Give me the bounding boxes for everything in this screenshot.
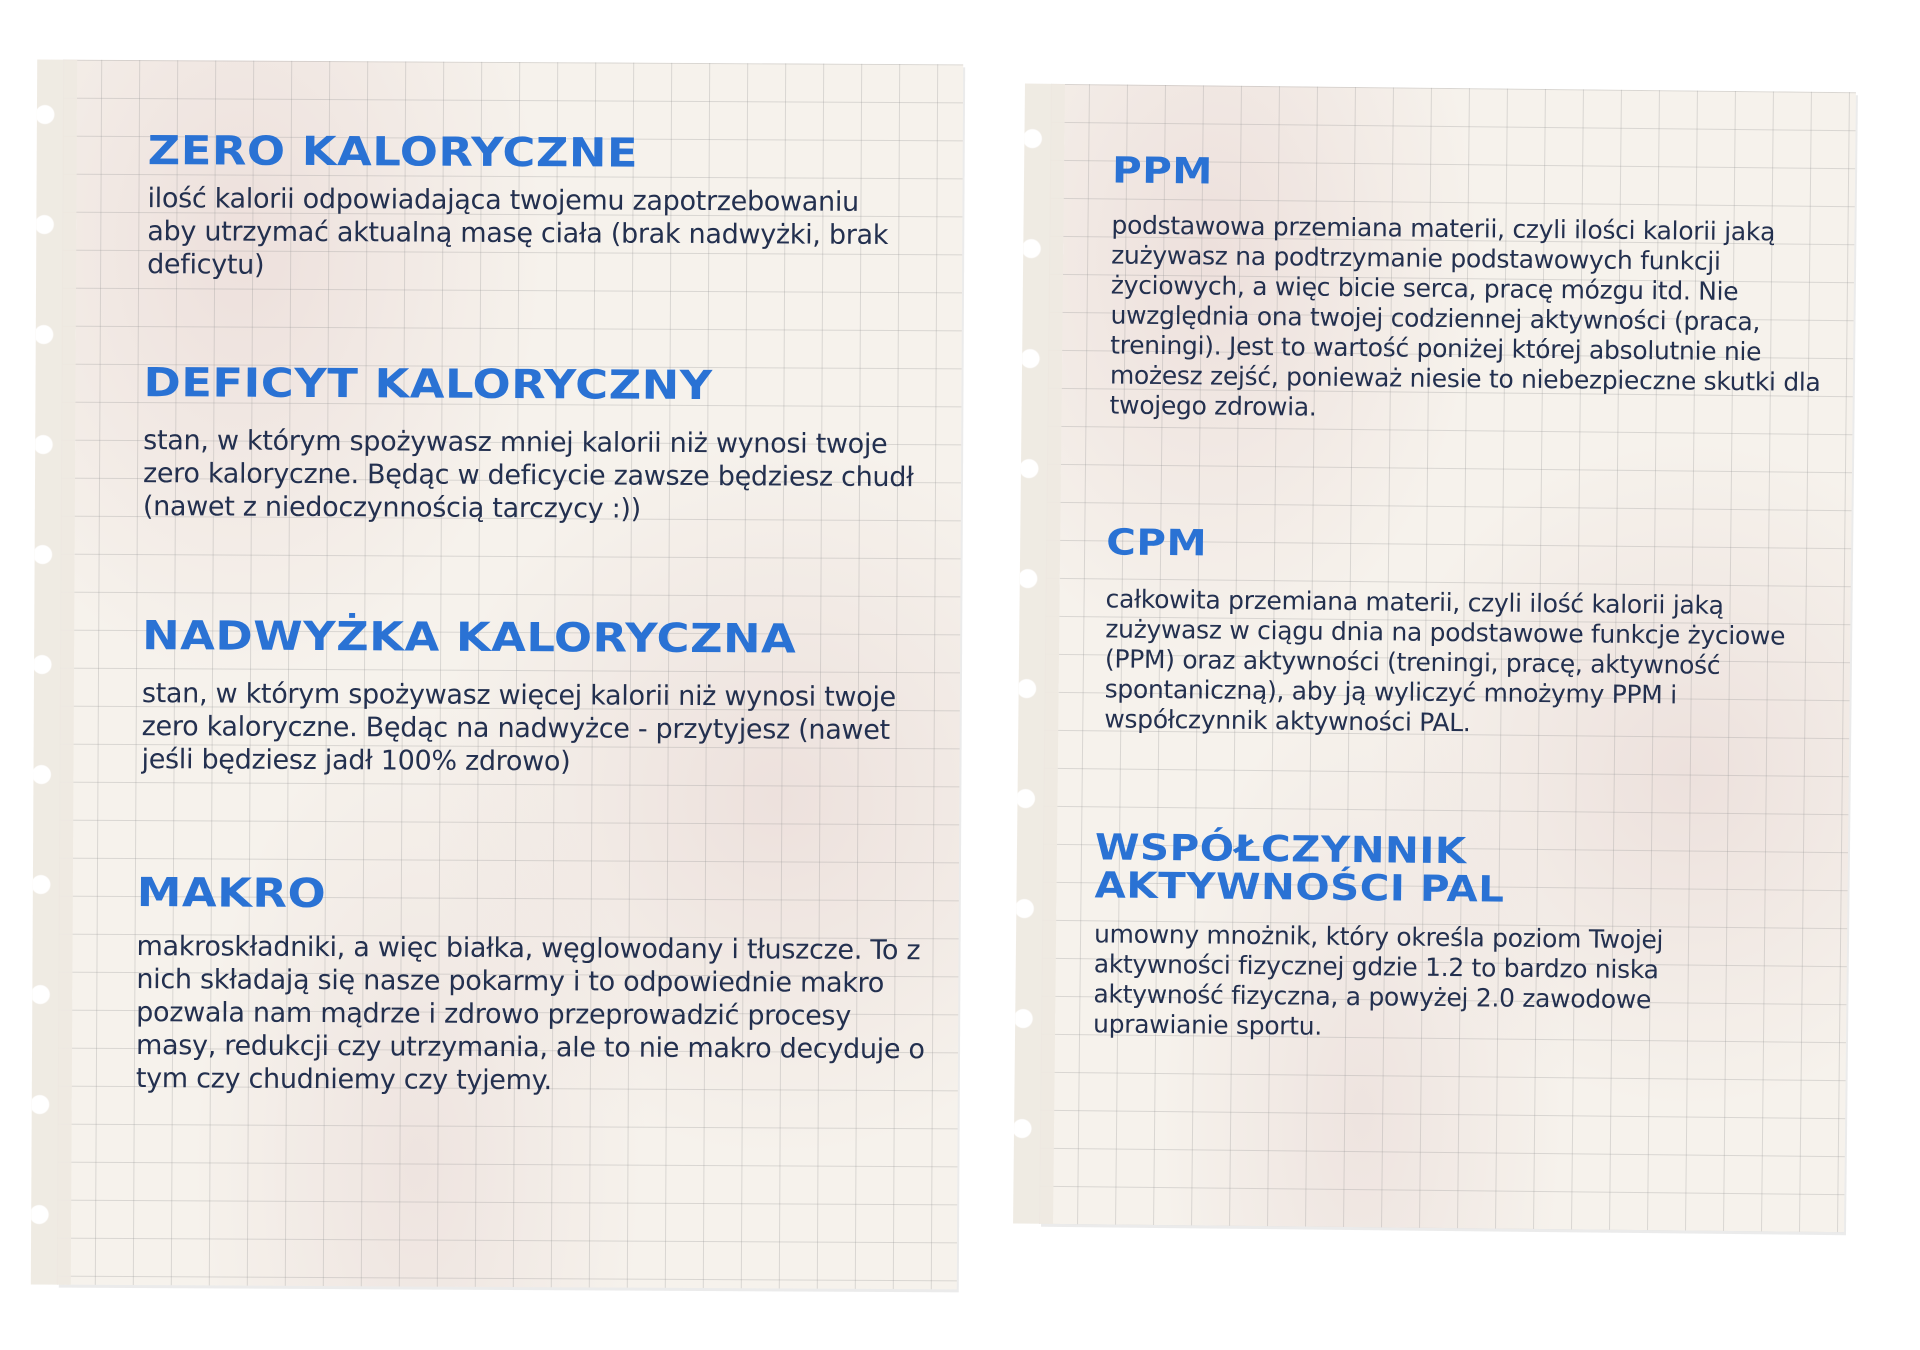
heading-cpm: CPM: [1105, 522, 1208, 565]
heading-nadwyzka-kaloryczna: NADWYŻKA KALORYCZNA: [142, 613, 797, 663]
section-zero-kaloryczne: [147, 130, 938, 285]
text-deficyt-kaloryczny: stan, w którym spożywasz mniej kalorii niż wynosi twoje zero kaloryczne. Będąc w deficycie zawsze będziesz chudł (nawet z niedoczynnością tarczycy :)): [142, 425, 914, 525]
text-cpm: całkowita przemiana materii, czyli ilość kalorii jaką zużywasz w ciągu dnia na podstawowe funkcje życiowe (PPM) oraz aktywności (treningi, pracę, aktywność spontaniczną), aby ją wyliczyć mnożymy PPM i współczynnik aktywności PAL.: [1104, 584, 1786, 738]
text-wspolczynnik-pal: umowny mnożnik, który określa poziom Twojej aktywności fizycznej gdzie 1.2 to bardzo niska aktywność fizyczna, a powyżej 2.0 zawodowe uprawianie sportu.: [1092, 919, 1664, 1041]
text-ppm: podstawowa przemiana materii, czyli ilości kalorii jaką zużywasz na podtrzymanie podstawowych funkcji życiowych, a więc bicie serca, pracę mózgu itd. Nie uwzględnia ona twojej codziennej aktywności (praca, treningi). Jest to wartość poniżej której absolutnie nie możesz zejść, ponieważ niesie to niebezpieczne skutki dla twojego zdrowia.: [1109, 210, 1821, 422]
section-ppm: [1109, 152, 1832, 428]
section-deficyt-kaloryczny: [143, 362, 934, 527]
heading-wspolczynnik-pal: WSPÓŁCZYNNIK AKTYWNOŚCI PAL: [1094, 827, 1505, 911]
section-cpm: [1104, 524, 1826, 742]
left-notebook-page: [57, 60, 963, 1290]
text-zero-kaloryczne: ilość kalorii odpowiadająca twojemu zapotrzebowaniu aby utrzymać aktualną masę ciała (brak nadwyżki, brak deficytu): [147, 183, 889, 281]
right-page-content: [1039, 84, 1856, 1232]
right-notebook-page: [1039, 84, 1856, 1232]
left-page-content: [57, 60, 963, 1290]
heading-makro: MAKRO: [136, 870, 327, 918]
heading-ppm: PPM: [1111, 150, 1214, 193]
heading-zero-kaloryczne: ZERO KALORYCZNE: [147, 128, 639, 177]
section-makro: [136, 872, 927, 1099]
section-wspolczynnik-pal: [1093, 829, 1815, 1047]
text-nadwyzka-kaloryczna: stan, w którym spożywasz więcej kalorii niż wynosi twoje zero kaloryczne. Będąc na nadwyżce - przytyjesz (nawet jeśli będziesz jadł 100% zdrowo): [141, 678, 897, 778]
heading-deficyt-kaloryczny: DEFICYT KALORYCZNY: [143, 360, 713, 410]
section-nadwyzka-kaloryczna: [141, 615, 932, 780]
text-makro: makroskładniki, a więc białka, węglowodany i tłuszcze. To z nich składają się nasze pokarmy i to odpowiednie makro pozwala nam mądrze i zdrowo przeprowadzić procesy masy, redukcji czy utrzymania, ale to nie makro decyduje o tym czy chudniemy czy tyjemy.: [135, 931, 925, 1097]
